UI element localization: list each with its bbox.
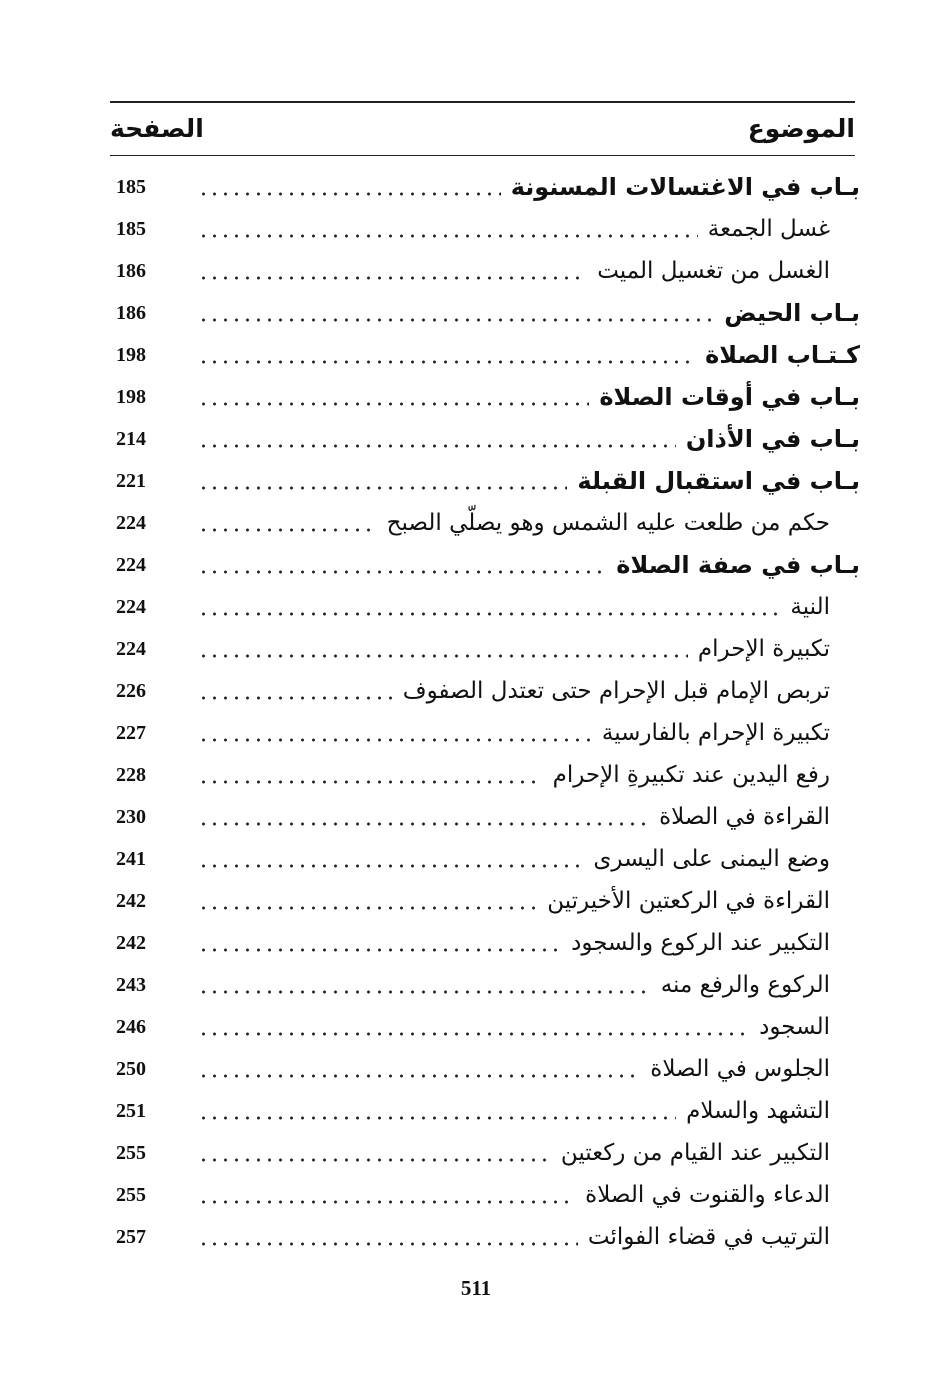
toc-entry-title: النية [790, 594, 830, 620]
dot-leader [198, 1157, 551, 1163]
toc-list [110, 166, 860, 1258]
toc-entry-page: 250 [116, 1057, 146, 1080]
toc-entry-title: القراءة في الصلاة [659, 804, 830, 830]
top-rule [110, 101, 855, 103]
toc-entry-page: 224 [116, 553, 146, 576]
dot-leader [198, 485, 567, 491]
dot-leader [198, 1073, 640, 1079]
page-number: 511 [460, 1276, 492, 1300]
toc-entry [110, 1132, 860, 1174]
toc-entry [110, 502, 860, 544]
toc-entry [110, 166, 860, 208]
toc-entry-page: 185 [116, 175, 146, 198]
header-topic-label: الموضوع [747, 114, 855, 143]
dot-leader [198, 443, 676, 449]
toc-entry-page: 224 [116, 511, 146, 534]
toc-entry-title: الدعاء والقنوت في الصلاة [585, 1182, 830, 1208]
dot-leader [198, 233, 698, 239]
toc-entry [110, 712, 860, 754]
toc-entry [110, 964, 860, 1006]
dot-leader [198, 1115, 676, 1121]
toc-entry [110, 292, 860, 334]
toc-entry-page: 221 [116, 469, 146, 492]
toc-entry-page: 242 [116, 889, 146, 912]
toc-entry [110, 418, 860, 460]
toc-header [110, 108, 855, 152]
toc-entry-page: 185 [116, 217, 146, 240]
toc-entry [110, 1090, 860, 1132]
toc-entry-page: 214 [116, 427, 146, 450]
toc-entry-title: الغسل من تغسيل الميت [597, 258, 830, 284]
toc-entry-title: بـاب في صفة الصلاة [616, 551, 860, 579]
dot-leader [198, 359, 695, 365]
toc-entry [110, 838, 860, 880]
toc-entry [110, 922, 860, 964]
toc-entry [110, 1174, 860, 1216]
dot-leader [198, 401, 589, 407]
header-page-label: الصفحة [110, 114, 204, 143]
dot-leader [198, 653, 688, 659]
toc-entry-page: 198 [116, 385, 146, 408]
toc-entry-page: 242 [116, 931, 146, 954]
dot-leader [198, 527, 377, 533]
toc-entry-page: 198 [116, 343, 146, 366]
toc-entry-page: 251 [116, 1099, 146, 1122]
toc-entry-page: 224 [116, 637, 146, 660]
toc-entry-title: بـاب في الأذان [685, 425, 860, 453]
dot-leader [198, 863, 583, 869]
toc-entry-page: 257 [116, 1225, 146, 1248]
toc-entry [110, 880, 860, 922]
dot-leader [198, 989, 651, 995]
dot-leader [198, 737, 592, 743]
toc-entry-page: 230 [116, 805, 146, 828]
toc-entry-title: الجلوس في الصلاة [650, 1056, 830, 1082]
dot-leader [198, 317, 714, 323]
toc-entry [110, 1048, 860, 1090]
toc-entry-title: التكبير عند القيام من ركعتين [560, 1140, 830, 1166]
toc-entry-title: غسل الجمعة [707, 216, 830, 242]
dot-leader [198, 1031, 749, 1037]
dot-leader [198, 821, 649, 827]
dot-leader [198, 569, 606, 575]
dot-leader [198, 1241, 578, 1247]
toc-entry-page: 241 [116, 847, 146, 870]
toc-entry [110, 1006, 860, 1048]
toc-entry-page: 186 [116, 301, 146, 324]
toc-entry-title: وضع اليمنى على اليسرى [593, 846, 830, 872]
toc-entry-title: تربص الإمام قبل الإحرام حتى تعتدل الصفوف [402, 678, 830, 704]
toc-entry-title: الركوع والرفع منه [660, 972, 830, 998]
toc-entry-title: حكم من طلعت عليه الشمس وهو يصلّي الصبح [386, 510, 830, 536]
toc-entry-title: بـاب الحيض [724, 299, 860, 327]
dot-leader [198, 779, 543, 785]
toc-entry [110, 586, 860, 628]
toc-entry-page: 226 [116, 679, 146, 702]
toc-entry-page: 224 [116, 595, 146, 618]
toc-entry-page: 255 [116, 1141, 146, 1164]
toc-entry-title: الترتيب في قضاء الفوائت [587, 1224, 830, 1250]
toc-entry [110, 628, 860, 670]
toc-entry-title: تكبيرة الإحرام بالفارسية [601, 720, 830, 746]
toc-entry [110, 334, 860, 376]
toc-entry [110, 208, 860, 250]
header-rule [110, 155, 855, 156]
toc-entry [110, 796, 860, 838]
toc-entry-page: 243 [116, 973, 146, 996]
toc-entry [110, 1216, 860, 1258]
toc-entry-title: التكبير عند الركوع والسجود [571, 930, 830, 956]
dot-leader [198, 611, 780, 617]
toc-entry-title: تكبيرة الإحرام [697, 636, 830, 662]
toc-entry [110, 460, 860, 502]
toc-entry-title: السجود [759, 1014, 830, 1040]
toc-entry-page: 255 [116, 1183, 146, 1206]
toc-entry-page: 228 [116, 763, 146, 786]
toc-entry-title: رفع اليدين عند تكبيرةِ الإحرام [552, 762, 830, 788]
toc-entry-title: القراءة في الركعتين الأخيرتين [547, 888, 830, 914]
dot-leader [198, 275, 587, 281]
toc-entry [110, 754, 860, 796]
toc-entry-page: 227 [116, 721, 146, 744]
toc-entry [110, 544, 860, 586]
toc-entry-title: بـاب في استقبال القبلة [577, 467, 860, 495]
dot-leader [198, 695, 393, 701]
dot-leader [198, 191, 501, 197]
toc-entry-page: 246 [116, 1015, 146, 1038]
toc-entry-title: بـاب في أوقات الصلاة [599, 383, 860, 411]
toc-entry-title: كـتـاب الصلاة [705, 341, 860, 369]
toc-entry-title: التشهد والسلام [686, 1098, 830, 1124]
toc-entry-title: بـاب في الاغتسالات المسنونة [510, 173, 860, 201]
toc-entry [110, 670, 860, 712]
toc-entry [110, 376, 860, 418]
dot-leader [198, 905, 537, 911]
toc-entry-page: 186 [116, 259, 146, 282]
dot-leader [198, 947, 561, 953]
dot-leader [198, 1199, 575, 1205]
toc-entry [110, 250, 860, 292]
